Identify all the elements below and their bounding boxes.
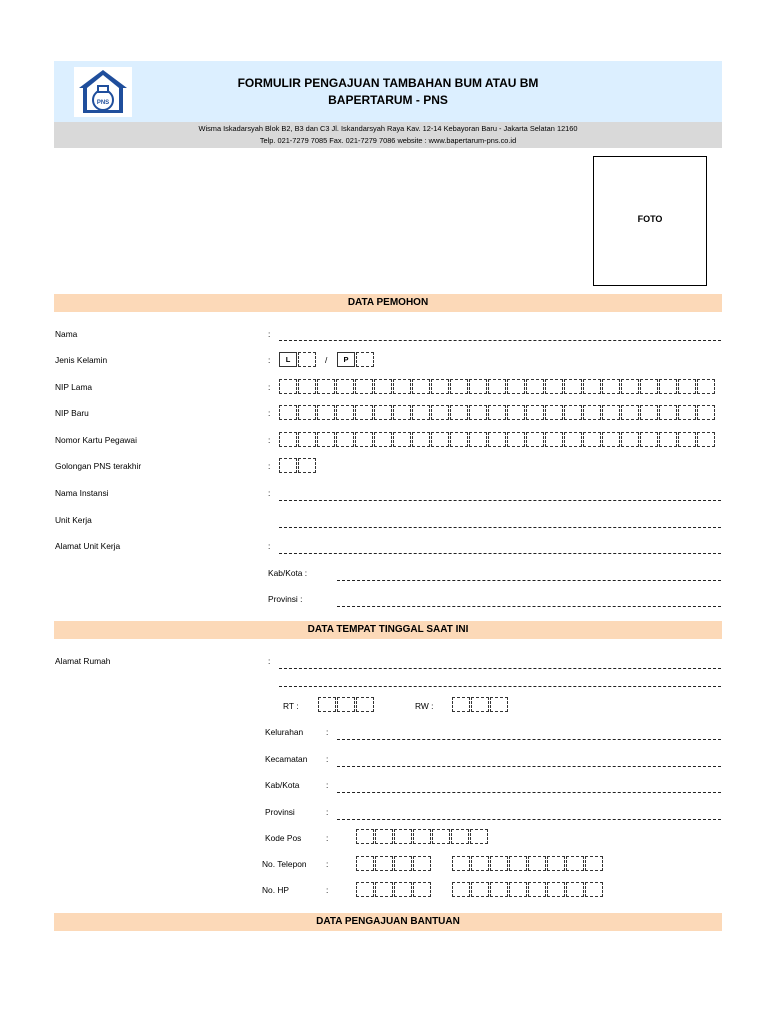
box-cell [355,432,373,447]
box-cell [355,379,373,394]
colon: : [268,382,271,392]
box-cell [452,856,470,871]
box-cell [412,379,430,394]
box-cell [678,379,696,394]
box-cell [583,432,601,447]
nama-field[interactable] [279,340,721,341]
box-cell [412,405,430,420]
svg-text:PNS: PNS [96,100,110,106]
label-kelurahan: Kelurahan [265,727,304,737]
box-cell [659,432,677,447]
box-cell [585,882,603,897]
box-cell [393,405,411,420]
box-cell [279,458,297,473]
box-cell [452,697,470,712]
alamat-unit-field[interactable] [279,553,721,554]
label-nip-lama: NIP Lama [55,382,93,392]
box-cell [545,405,563,420]
box-cell [528,856,546,871]
colon: : [326,807,329,817]
colon: : [268,541,271,551]
label-no-telepon: No. Telepon [262,859,307,869]
label-provinsi: Provinsi [265,807,295,817]
box-cell [469,405,487,420]
kab-kota-field[interactable] [337,792,721,793]
box-cell [298,352,316,367]
label-rt: RT : [283,701,299,711]
box-cell [394,882,412,897]
box-cell [640,379,658,394]
box-cell [317,379,335,394]
box-cell [375,882,393,897]
box-cell [490,856,508,871]
form-header [54,61,722,122]
rt-boxes[interactable] [318,697,375,714]
box-cell [469,379,487,394]
box-cell [507,405,525,420]
label-nip-baru: NIP Baru [55,408,89,418]
box-cell [566,856,584,871]
telepon-number-boxes[interactable] [452,856,604,873]
gender-l-box: L [279,352,297,367]
box-cell [337,697,355,712]
gender-p-box: P [337,352,355,367]
box-cell [507,432,525,447]
box-cell [490,697,508,712]
section-data-tempat-tinggal: DATA TEMPAT TINGGAL SAAT INI [54,621,722,639]
box-cell [469,432,487,447]
nama-instansi-field[interactable] [279,500,721,501]
box-cell [298,432,316,447]
box-cell [355,405,373,420]
colon: : [268,435,271,445]
box-cell [356,856,374,871]
gender-l-field[interactable] [279,352,317,369]
box-cell [471,882,489,897]
box-cell [697,432,715,447]
label-no-hp: No. HP [262,885,289,895]
kelurahan-field[interactable] [337,739,721,740]
box-cell [547,882,565,897]
unit-kab-kota-field[interactable] [337,580,721,581]
box-cell [490,882,508,897]
box-cell [488,405,506,420]
label-alamat-rumah: Alamat Rumah [55,656,111,666]
box-cell [452,882,470,897]
box-cell [356,697,374,712]
box-cell [451,829,469,844]
box-cell [526,379,544,394]
box-cell [356,829,374,844]
form-subtitle: BAPERTARUM - PNS [328,93,448,107]
box-cell [450,432,468,447]
box-cell [431,379,449,394]
gender-slash: / [325,355,328,365]
box-cell [697,379,715,394]
box-cell [621,379,639,394]
label-unit-kerja: Unit Kerja [55,515,92,525]
label-rw: RW : [415,701,434,711]
label-nama-instansi: Nama Instansi [55,488,109,498]
label-nomor-kartu-pegawai: Nomor Kartu Pegawai [55,435,137,445]
nip-baru-boxes[interactable] [279,405,716,422]
colon: : [326,727,329,737]
box-cell [507,379,525,394]
colon: : [326,780,329,790]
box-cell [298,379,316,394]
label-unit-kab-kota: Kab/Kota : [268,568,308,578]
box-cell [566,882,584,897]
box-cell [585,856,603,871]
form-title: FORMULIR PENGAJUAN TAMBAHAN BUM ATAU BM [237,76,539,90]
label-unit-provinsi: Provinsi : [268,594,303,604]
box-cell [471,856,489,871]
box-cell [394,829,412,844]
provinsi-field[interactable] [337,819,721,820]
photo-label: FOTO [637,214,663,224]
box-cell [356,352,374,367]
box-cell [393,432,411,447]
alamat-rumah-field-1[interactable] [279,668,721,669]
box-cell [640,405,658,420]
label-golongan: Golongan PNS terakhir [55,461,142,471]
box-cell [564,379,582,394]
colon: : [326,859,329,869]
box-cell [640,432,658,447]
box-cell [488,432,506,447]
box-cell [336,405,354,420]
colon: : [326,833,329,843]
box-cell [621,432,639,447]
box-cell [509,882,527,897]
box-cell [413,882,431,897]
box-cell [621,405,639,420]
colon: : [326,754,329,764]
colon: : [268,329,271,339]
label-kab-kota: Kab/Kota [265,780,300,790]
box-cell [526,432,544,447]
box-cell [279,405,297,420]
box-cell [374,379,392,394]
box-cell [393,379,411,394]
box-cell [413,856,431,871]
rw-boxes[interactable] [452,697,509,714]
box-cell [545,379,563,394]
colon: : [268,488,271,498]
section-data-pemohon: DATA PEMOHON [54,294,722,312]
box-cell [697,405,715,420]
box-cell [564,405,582,420]
box-cell [564,432,582,447]
colon: : [326,885,329,895]
colon: : [268,355,271,365]
box-cell [279,432,297,447]
box-cell [659,379,677,394]
label-alamat-unit-kerja: Alamat Unit Kerja [55,541,121,551]
colon: : [268,408,271,418]
box-cell [412,432,430,447]
box-cell [450,379,468,394]
box-cell [374,432,392,447]
box-cell [298,405,316,420]
box-cell [279,379,297,394]
box-cell [470,829,488,844]
label-kecamatan: Kecamatan [265,754,308,764]
telepon-area-boxes[interactable] [356,856,432,873]
box-cell [450,405,468,420]
box-cell [678,432,696,447]
box-cell [547,856,565,871]
box-cell [602,405,620,420]
box-cell [336,379,354,394]
box-cell [413,829,431,844]
box-cell [298,458,316,473]
address-line: Wisma Iskadarsyah Blok B2, B3 dan C3 Jl. Iskandarsyah Raya Kav. 12-14 Kebayoran Baru - Jakarta Selatan 12160 [198,124,578,133]
box-cell [432,829,450,844]
box-cell [602,432,620,447]
golongan-boxes[interactable] [279,458,317,475]
box-cell [394,856,412,871]
section-data-pengajuan-bantuan: DATA PENGAJUAN BANTUAN [54,913,722,931]
unit-provinsi-field[interactable] [337,606,721,607]
hp-number-boxes[interactable] [452,882,604,899]
box-cell [375,829,393,844]
unit-kerja-field[interactable] [279,527,721,528]
label-kode-pos: Kode Pos [265,833,302,843]
colon: : [268,461,271,471]
box-cell [431,432,449,447]
box-cell [471,697,489,712]
kecamatan-field[interactable] [337,766,721,767]
box-cell [356,882,374,897]
box-cell [318,697,336,712]
box-cell [528,882,546,897]
hp-prefix-boxes[interactable] [356,882,432,899]
box-cell [509,856,527,871]
box-cell [317,405,335,420]
nip-lama-boxes[interactable] [279,379,716,396]
box-cell [488,379,506,394]
box-cell [526,405,544,420]
box-cell [583,379,601,394]
box-cell [336,432,354,447]
box-cell [602,379,620,394]
label-nama: Nama [55,329,78,339]
colon: : [268,656,271,666]
box-cell [431,405,449,420]
box-cell [317,432,335,447]
alamat-rumah-field-2[interactable] [279,686,721,687]
gender-p-field[interactable] [337,352,375,369]
box-cell [659,405,677,420]
kartu-pegawai-boxes[interactable] [279,432,716,449]
bapertarum-logo [74,67,132,117]
box-cell [583,405,601,420]
box-cell [374,405,392,420]
box-cell [678,405,696,420]
kode-pos-boxes[interactable] [356,829,489,846]
contact-line: Telp. 021-7279 7085 Fax. 021-7279 7086 website : www.bapertarum-pns.co.id [259,136,517,145]
label-jenis-kelamin: Jenis Kelamin [55,355,108,365]
box-cell [375,856,393,871]
box-cell [545,432,563,447]
